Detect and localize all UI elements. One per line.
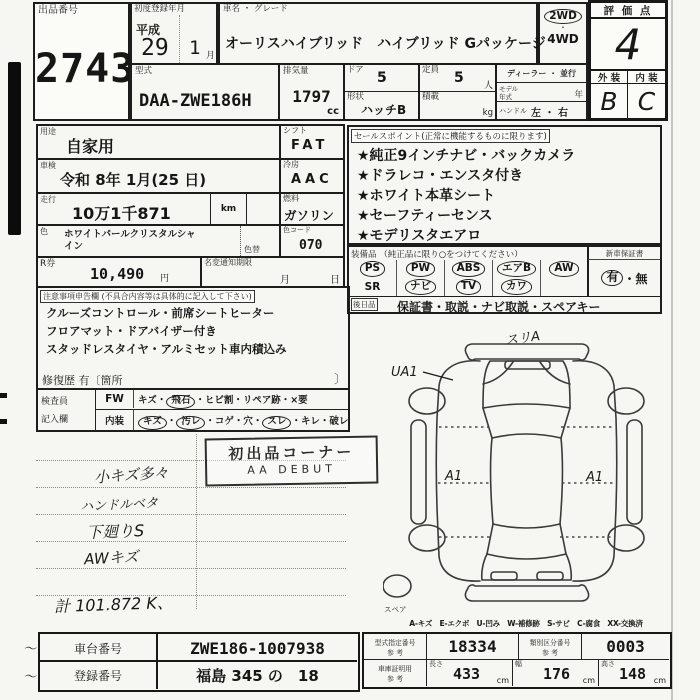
model-year-unit: 年 — [574, 90, 583, 100]
item-separator: ・ — [319, 416, 330, 427]
length-unit: cm — [496, 676, 509, 685]
equip-navi-circled: ナビ — [405, 279, 436, 294]
load-cell — [420, 92, 495, 119]
equip-leather-circled: カワ — [501, 279, 532, 294]
score-value: 4 — [614, 19, 642, 69]
equip-cell — [541, 260, 587, 278]
warranty-header — [587, 247, 660, 260]
repair-history: 修復歴 有〔箇所 — [42, 374, 123, 387]
shift-label: シフト — [283, 126, 307, 135]
name-change-label: 名変通知期限 — [204, 258, 252, 267]
item-separator: ・ — [233, 395, 243, 406]
declaration-line: スタッドレスタイヤ・アルミセット車内積込み — [46, 342, 287, 356]
inspector-side-label — [38, 390, 96, 430]
equip-cell — [445, 260, 493, 278]
equip-cell — [349, 260, 397, 278]
item-separator: ・ — [280, 395, 291, 406]
model-code-label: 型式 — [135, 66, 153, 76]
doors-label: ドア — [347, 65, 364, 75]
reg-month-value: 1 — [189, 37, 201, 59]
type-number-label2: 参 考 — [387, 649, 403, 657]
sales-point: ★純正9インチナビ・バックカメラ — [357, 148, 576, 164]
mileage-unit: km — [220, 204, 237, 214]
handwritten-tick: 〜 — [23, 642, 37, 657]
divider — [179, 15, 180, 65]
warranty-separator: ・ — [623, 271, 636, 286]
chassis-label-cell — [40, 634, 158, 662]
fuel-cell — [279, 194, 343, 224]
plate-value: 福島 345 の 18 — [196, 667, 319, 685]
sales-points-box — [347, 125, 662, 245]
handwritten-meter-note: 計 101.872 K、 — [53, 592, 174, 617]
equip-cell — [493, 260, 541, 278]
evaluation-score-box — [588, 0, 668, 121]
equip-cell — [397, 260, 445, 278]
model-code-value: DAA-ZWE186H — [139, 91, 252, 111]
fw-label-cell — [96, 390, 134, 408]
warranty-label: 新車保証書 — [605, 248, 644, 258]
handwritten-note: 小キズ多々 — [93, 463, 170, 487]
later-items-value: 保証書・取説・ナビ取説・スペアキー — [397, 300, 601, 314]
length-cell — [427, 660, 513, 686]
declaration-box — [36, 286, 350, 390]
declaration-line: クルーズコントロール・前席シートヒーター — [46, 306, 275, 320]
aircon-value: AAC — [291, 172, 333, 187]
doors-cell — [345, 65, 418, 92]
memo-rule — [36, 541, 346, 542]
capacity-label: 定員 — [422, 65, 440, 75]
color-change-label: 色替 — [244, 244, 260, 254]
damage-mark-right-door: A1 — [586, 470, 604, 485]
item-separator: ・ — [166, 416, 177, 427]
interior-label: 内装 — [104, 416, 124, 427]
inspection-row — [36, 158, 345, 194]
memo-rule — [36, 568, 346, 569]
score-label: 評 価 点 — [591, 3, 665, 19]
displacement-label: 排気量 — [283, 66, 309, 76]
footer-left-table — [38, 632, 360, 692]
car-damage-diagram — [383, 328, 675, 620]
fuel-label: 燃料 — [283, 194, 299, 203]
footer-right-table — [362, 632, 672, 689]
plate-row — [40, 662, 357, 689]
equip-cell-empty — [541, 278, 587, 296]
damage-mark-front-left-fender: UA1 — [391, 365, 418, 380]
width-unit: cm — [582, 676, 595, 685]
interior-item: コゲ — [214, 416, 234, 427]
exterior-grade-label: 外 装 — [591, 69, 628, 84]
equip-abs-circled: ABS — [452, 261, 486, 276]
interior-grade-value: C — [637, 86, 656, 116]
drive-separator: ・ — [559, 23, 567, 33]
item-separator: ・ — [195, 395, 205, 406]
fw-item: ×要 — [290, 395, 308, 406]
aircon-cell — [279, 160, 343, 192]
warranty-cell — [587, 260, 660, 296]
lot-number-value: 2743 — [35, 46, 136, 92]
type-number-label1: 型式指定番号 — [374, 639, 416, 647]
capacity-value: 5 — [454, 70, 464, 86]
width-label: 幅 — [515, 660, 522, 668]
class-number-label2: 参 考 — [542, 649, 558, 657]
height-cell — [599, 660, 669, 686]
equip-cell — [349, 278, 397, 296]
width-cell — [513, 660, 599, 686]
chassis-row — [40, 634, 357, 662]
shape-value: ハッチB — [361, 103, 407, 117]
later-items-label: 後日品 — [353, 300, 376, 309]
chassis-label: 車台番号 — [73, 641, 122, 656]
repair-history-close: 〕 — [334, 372, 347, 386]
interior-item: 穴 — [243, 416, 253, 427]
sales-point: ★セーフティーセンス — [357, 208, 493, 224]
memo-rule — [36, 487, 346, 488]
exterior-grade-value: B — [591, 84, 628, 118]
color-code-label: 色コード — [283, 226, 311, 234]
dealer-row: ディーラー ・ 並行 — [497, 65, 586, 83]
interior-row — [96, 410, 348, 430]
type-number-label-cell — [364, 634, 427, 660]
mileage-label: 走行 — [40, 195, 56, 204]
shape-cell — [345, 92, 418, 119]
era-label: 平成 — [136, 23, 161, 37]
interior-item-circled: スレ — [262, 416, 291, 430]
class-number-label-cell — [519, 634, 582, 660]
equip-aw-circled: AW — [549, 261, 578, 276]
length-value: 433 — [453, 665, 481, 683]
capacity-unit: 人 — [483, 81, 493, 91]
scan-artifact-tick — [0, 419, 7, 424]
interior-grade-label: 内 装 — [628, 69, 665, 84]
interior-item-circled: 汚レ — [176, 416, 205, 430]
use-label: 用途 — [40, 127, 56, 136]
mark-pointer-line — [423, 372, 453, 380]
equip-cell — [493, 278, 541, 296]
fw-item: リペア跡 — [242, 395, 281, 406]
equip-ps-circled: PS — [360, 261, 385, 276]
mileage-value: 10万1千871 — [72, 204, 171, 223]
drive-4wd: 4WD — [547, 32, 579, 47]
warranty-yes-circled: 有 — [601, 270, 623, 287]
inspection-value: 令和 8年 1月(25 日) — [60, 171, 207, 189]
later-items-row — [349, 296, 660, 312]
shift-cell — [279, 126, 343, 158]
sales-point: ★モデリスタエアロ — [357, 228, 482, 244]
reg-year-value: 29 — [141, 35, 169, 61]
mileage-row — [36, 192, 345, 226]
model-year-label2: 年式 — [499, 93, 512, 101]
sales-point: ★ホワイト本革シート — [357, 188, 496, 204]
car-outline — [383, 344, 644, 601]
displacement-value: 1797 — [292, 87, 331, 106]
color-value: ホワイトパールクリスタルシャイン — [64, 229, 196, 253]
model-year-row — [497, 83, 586, 102]
dealer-box — [495, 63, 588, 121]
use-row — [36, 124, 345, 160]
model-year-label1: モデル — [499, 85, 519, 93]
equipment-box — [347, 245, 662, 314]
doors-shape-box — [343, 63, 420, 121]
mileage-unit-cell — [210, 194, 246, 224]
displacement-unit: cc — [327, 106, 339, 117]
type-number-value: 18334 — [427, 634, 519, 660]
interior-item: 破レ — [329, 416, 349, 427]
aircon-label: 冷房 — [283, 160, 299, 169]
equip-airbag-circled: エアB — [497, 261, 536, 276]
displacement-box — [278, 63, 345, 121]
color-change-cell — [240, 226, 279, 256]
color-label: 色 — [40, 227, 48, 236]
first-registration-label: 初度登録年月 — [134, 4, 186, 14]
handwritten-note: ハンドルベタ — [79, 495, 159, 516]
plate-label-cell — [40, 662, 158, 689]
height-label: 高さ — [601, 660, 615, 668]
doors-value: 5 — [377, 70, 387, 86]
warranty-no: 無 — [635, 271, 648, 286]
fw-item: ヒビ割 — [204, 395, 234, 406]
empty-cell — [246, 194, 279, 224]
equip-cell — [397, 278, 445, 296]
garage-cert-label2: 参 考 — [387, 675, 403, 683]
car-name-box — [218, 2, 546, 65]
shift-value: FAT — [291, 138, 329, 153]
item-separator: ・ — [233, 416, 244, 427]
first-registration-box — [130, 2, 218, 65]
handle-row — [497, 102, 586, 119]
handle-value: 左 ・ 右 — [531, 108, 568, 119]
damage-mark-left-door: A1 — [445, 469, 463, 484]
spare-tire-label: スペア — [384, 605, 407, 614]
interior-item-circled: キズ — [138, 416, 167, 430]
color-code-cell — [279, 226, 343, 256]
equipment-title: 装備品 （純正品に限り○をつけてください） — [351, 250, 523, 260]
fw-item: キズ — [138, 395, 157, 406]
handwritten-tick: 〜 — [23, 670, 37, 685]
ticket-value: 10,490 — [90, 265, 145, 283]
drive-type-box — [538, 2, 588, 65]
stamp-line-2: AA DEBUT — [247, 462, 337, 477]
handwritten-note: AWキズ — [83, 547, 139, 569]
item-separator: ・ — [156, 395, 167, 406]
equip-tv-circled: TV — [456, 279, 481, 294]
plate-label: 登録番号 — [73, 669, 122, 683]
model-code-box — [130, 63, 280, 121]
length-label: 長さ — [429, 660, 443, 668]
car-name-label: 車名 ・ グレード — [223, 4, 288, 14]
garage-cert-label1: 車庫証明用 — [378, 665, 412, 673]
height-value: 148 — [619, 665, 647, 683]
fw-label: FW — [105, 393, 124, 405]
handwritten-note: 下廻りS — [85, 520, 145, 543]
width-value: 176 — [543, 665, 571, 683]
fw-item-circled: 飛石 — [166, 395, 195, 409]
item-separator: ・ — [252, 416, 263, 427]
declaration-line: フロアマット・ドアバイザー付き — [46, 324, 217, 338]
interior-label-cell — [96, 410, 134, 430]
fw-row — [96, 390, 348, 410]
car-name-value: オーリスハイブリッド ハイブリッド Gパッケージ — [225, 36, 546, 52]
color-row — [36, 224, 345, 258]
inspector-label-1: 検査員 — [41, 397, 69, 407]
fuel-value: ガソリン — [284, 208, 335, 223]
equip-cell — [445, 278, 493, 296]
name-change-day: 日 — [330, 275, 340, 286]
color-code-value: 070 — [299, 238, 323, 253]
interior-item: キレ — [300, 416, 320, 427]
ticket-unit: 円 — [160, 274, 170, 284]
drive-2wd-circled: 2WD — [544, 9, 582, 24]
memo-divider — [196, 434, 197, 609]
class-number-label1: 類別区分番号 — [529, 639, 571, 647]
interior-items — [138, 413, 348, 430]
chassis-value: ZWE186-1007938 — [190, 638, 325, 658]
use-value: 自家用 — [66, 137, 115, 156]
sales-point: ★ドラレコ・エンスタ付き — [357, 168, 524, 184]
load-unit: kg — [482, 108, 493, 118]
lot-number-label: 出品番号 — [38, 5, 78, 16]
fw-items — [138, 392, 308, 409]
class-number-value: 0003 — [582, 634, 669, 660]
capacity-load-box — [418, 63, 497, 121]
inspector-box — [36, 388, 350, 432]
load-label: 積載 — [422, 92, 440, 102]
garage-cert-label-cell — [364, 660, 427, 686]
capacity-cell — [420, 65, 495, 92]
scan-artifact-bar — [8, 62, 21, 235]
stamp-line-1: 初出品コーナー — [228, 442, 355, 464]
height-unit: cm — [653, 676, 666, 685]
reg-month-unit: 月 — [206, 51, 216, 61]
damage-legend: A-キズ E-エクボ U-凹み W-補修跡 S-サビ C-腐食 XX-交換済 — [409, 619, 643, 628]
item-separator: ・ — [291, 416, 301, 427]
recycle-ticket-row — [36, 256, 345, 288]
item-separator: ・ — [205, 416, 215, 427]
inspector-label-2: 記入欄 — [41, 415, 69, 425]
equip-pw-circled: PW — [406, 261, 435, 276]
lot-number-box — [33, 2, 136, 121]
scan-artifact-tick — [0, 393, 7, 398]
damage-mark-front-bumper: スリA — [504, 329, 541, 349]
name-change-month: 月 — [280, 275, 290, 286]
declaration-title: 注意事項申告欄 (不具合内容等は具体的に記入して下さい) — [40, 290, 255, 303]
aa-debut-stamp — [205, 435, 379, 486]
equip-sr: SR — [364, 281, 381, 293]
name-change-cell — [200, 258, 343, 286]
sales-points-title: セールスポイント(正常に機能するものに限ります) — [351, 129, 550, 143]
handle-label: ハンドル — [499, 107, 527, 115]
inspection-label: 車検 — [40, 161, 56, 170]
ticket-label: R券 — [40, 259, 56, 269]
shape-label: 形状 — [347, 92, 365, 102]
